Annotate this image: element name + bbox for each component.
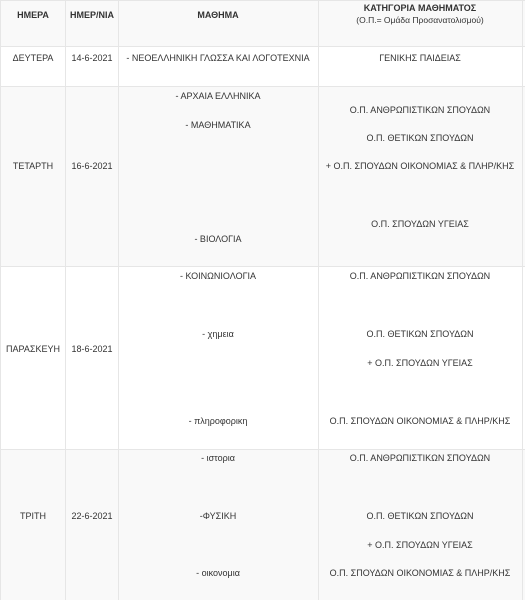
row-divider [0,266,525,267]
date-cell: 18-6-2021 [71,344,113,354]
subject-cell: - ΜΑΘΗΜΑΤΙΚΑ [185,120,251,130]
row-divider [0,86,525,87]
category-cell: + Ο.Π. ΣΠΟΥΔΩΝ ΟΙΚΟΝΟΜΙΑΣ & ΠΛΗΡ/ΚΗΣ [325,161,515,171]
category-cell: Ο.Π. ΣΠΟΥΔΩΝ ΟΙΚΟΝΟΜΙΑΣ & ΠΛΗΡ/ΚΗΣ [329,568,511,578]
header-subject: ΜΑΘΗΜΑ [197,10,239,20]
category-cell: ΓΕΝΙΚΗΣ ΠΑΙΔΕΙΑΣ [379,53,461,63]
subject-cell: - ΚΟΙΝΩΝΙΟΛΟΓΙΑ [179,271,257,281]
column-divider [0,0,1,600]
row-divider [0,0,525,1]
day-cell: ΔΕΥΤΕΡΑ [12,53,54,63]
subject-cell: - ΝΕΟΕΛΛΗΝΙΚΗ ΓΛΩΣΣΑ ΚΑΙ ΛΟΓΟΤΕΧΝΙΑ [126,53,310,63]
subject-cell: - πληροφορικη [188,416,248,426]
day-cell: ΠΑΡΑΣΚΕΥΗ [6,344,60,354]
row-divider [0,46,525,47]
category-cell: + Ο.Π. ΣΠΟΥΔΩΝ ΥΓΕΙΑΣ [367,358,473,368]
subject-cell: - οικονομια [196,568,240,578]
header-date: ΗΜΕΡ/ΝΙΑ [69,10,115,20]
day-cell: ΤΡΙΤΗ [20,511,46,521]
subject-cell: - χημεια [202,329,234,339]
date-cell: 22-6-2021 [71,511,113,521]
date-cell: 16-6-2021 [71,161,113,171]
column-divider [65,0,66,600]
subject-cell: -ΦΥΣΙΚΗ [199,511,237,521]
category-cell: Ο.Π. ΑΝΘΡΩΠΙΣΤΙΚΩΝ ΣΠΟΥΔΩΝ [349,271,491,281]
column-divider [118,0,119,600]
subject-cell: - ιστορια [201,453,235,463]
subject-cell: - ΒΙΟΛΟΓΙΑ [194,234,242,244]
date-cell: 14-6-2021 [71,53,113,63]
header-category-subtitle: (Ο.Π.= Ομάδα Προσανατολισμού) [356,15,484,25]
category-cell: Ο.Π. ΘΕΤΙΚΩΝ ΣΠΟΥΔΩΝ [366,511,474,521]
category-cell: Ο.Π. ΑΝΘΡΩΠΙΣΤΙΚΩΝ ΣΠΟΥΔΩΝ [349,105,491,115]
header-day: ΗΜΕΡΑ [17,10,49,20]
column-divider [522,0,523,600]
header-category: ΚΑΤΗΓΟΡΙΑ ΜΑΘΗΜΑΤΟΣ [363,3,477,13]
category-cell: Ο.Π. ΘΕΤΙΚΩΝ ΣΠΟΥΔΩΝ [366,329,474,339]
subject-cell: - ΑΡΧΑΙΑ ΕΛΛΗΝΙΚΑ [175,91,261,101]
category-cell: Ο.Π. ΘΕΤΙΚΩΝ ΣΠΟΥΔΩΝ [366,133,474,143]
day-cell: ΤΕΤΑΡΤΗ [12,161,54,171]
column-divider [318,0,319,600]
category-cell: Ο.Π. ΣΠΟΥΔΩΝ ΟΙΚΟΝΟΜΙΑΣ & ΠΛΗΡ/ΚΗΣ [329,416,511,426]
category-cell: Ο.Π. ΑΝΘΡΩΠΙΣΤΙΚΩΝ ΣΠΟΥΔΩΝ [349,453,491,463]
category-cell: Ο.Π. ΣΠΟΥΔΩΝ ΥΓΕΙΑΣ [371,219,469,229]
category-cell: + Ο.Π. ΣΠΟΥΔΩΝ ΥΓΕΙΑΣ [367,540,473,550]
row-divider [0,449,525,450]
